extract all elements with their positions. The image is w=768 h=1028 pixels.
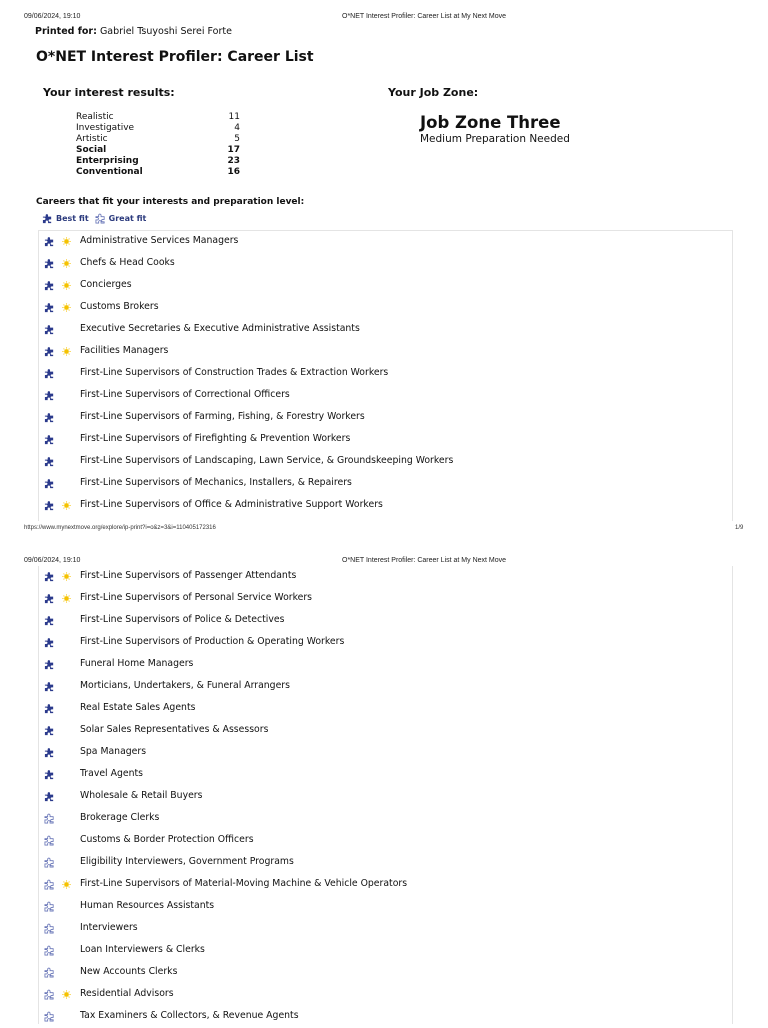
list-item[interactable] <box>39 852 732 874</box>
career-link[interactable]: First-Line Supervisors of Farming, Fishing, & Forestry Workers <box>80 411 365 422</box>
score-value: 17 <box>227 145 240 155</box>
score-value: 16 <box>227 167 240 177</box>
career-link[interactable]: Customs & Border Protection Officers <box>80 834 254 845</box>
sun-icon <box>62 347 71 356</box>
puzzle-filled-icon <box>44 659 55 670</box>
score-name: Social <box>76 145 107 155</box>
page-header-title: O*NET Interest Profiler: Career List at My Next Move <box>342 13 507 20</box>
puzzle-filled-icon <box>44 368 55 379</box>
list-item[interactable] <box>39 962 732 984</box>
page-header-datetime: 09/06/2024, 19:10 <box>24 557 81 564</box>
list-item[interactable] <box>39 676 732 698</box>
career-link[interactable]: New Accounts Clerks <box>80 966 178 977</box>
list-item[interactable] <box>39 473 732 495</box>
career-link[interactable]: Executive Secretaries & Executive Administrative Assistants <box>80 323 360 334</box>
job-zone-heading: Your Job Zone: <box>388 86 479 99</box>
career-link[interactable]: Travel Agents <box>80 768 143 779</box>
page-footer-url: https://www.mynextmove.org/explore/ip-print?i=o&z=3&i=110405172316 <box>24 525 216 531</box>
career-link[interactable]: Funeral Home Managers <box>80 658 194 669</box>
puzzle-outline-icon <box>44 989 55 1000</box>
list-item[interactable] <box>39 451 732 473</box>
career-link[interactable]: First-Line Supervisors of Landscaping, Lawn Service, & Groundskeeping Workers <box>80 455 454 466</box>
puzzle-filled-icon <box>44 280 55 291</box>
career-link[interactable]: First-Line Supervisors of Production & Operating Workers <box>80 636 345 647</box>
list-item[interactable] <box>39 363 732 385</box>
list-item[interactable] <box>39 566 732 588</box>
career-link[interactable]: Wholesale & Retail Buyers <box>80 790 203 801</box>
list-item[interactable] <box>39 808 732 830</box>
puzzle-filled-icon <box>44 456 55 467</box>
puzzle-filled-icon <box>42 213 53 224</box>
puzzle-filled-icon <box>44 478 55 489</box>
list-item[interactable] <box>39 341 732 363</box>
puzzle-outline-icon <box>44 901 55 912</box>
career-list <box>38 566 733 1024</box>
list-item[interactable] <box>39 896 732 918</box>
career-link[interactable]: Solar Sales Representatives & Assessors <box>80 724 269 735</box>
list-item[interactable] <box>39 407 732 429</box>
puzzle-outline-icon <box>44 835 55 846</box>
career-link[interactable]: Concierges <box>80 279 132 290</box>
printed-for-name: Gabriel Tsuyoshi Serei Forte <box>99 26 232 37</box>
page-header-title: O*NET Interest Profiler: Career List at My Next Move <box>342 557 507 564</box>
sun-icon <box>62 237 71 246</box>
list-item[interactable] <box>39 588 732 610</box>
list-item[interactable] <box>39 297 732 319</box>
puzzle-filled-icon <box>44 236 55 247</box>
list-item[interactable] <box>39 385 732 407</box>
page-header-datetime: 09/06/2024, 19:10 <box>24 13 81 20</box>
career-link[interactable]: Human Resources Assistants <box>80 900 215 911</box>
sun-icon <box>62 259 71 268</box>
puzzle-filled-icon <box>44 302 55 313</box>
career-link[interactable]: Brokerage Clerks <box>80 812 160 823</box>
score-row-realistic <box>76 112 246 123</box>
list-item[interactable] <box>39 654 732 676</box>
puzzle-filled-icon <box>44 791 55 802</box>
score-value: 4 <box>234 123 240 133</box>
career-link[interactable]: First-Line Supervisors of Personal Service Workers <box>80 592 313 603</box>
career-link[interactable]: First-Line Supervisors of Material-Moving Machine & Vehicle Operators <box>80 878 408 889</box>
puzzle-filled-icon <box>44 434 55 445</box>
score-row-investigative <box>76 123 246 134</box>
career-link[interactable]: First-Line Supervisors of Office & Administrative Support Workers <box>80 499 383 510</box>
score-row-enterprising <box>76 156 246 167</box>
puzzle-filled-icon <box>44 681 55 692</box>
career-link[interactable]: First-Line Supervisors of Correctional Officers <box>80 389 290 400</box>
puzzle-filled-icon <box>44 390 55 401</box>
list-item[interactable] <box>39 830 732 852</box>
sun-icon <box>62 281 71 290</box>
puzzle-filled-icon <box>44 703 55 714</box>
puzzle-outline-icon <box>95 213 106 224</box>
list-item[interactable] <box>39 319 732 341</box>
score-value: 5 <box>234 134 240 144</box>
job-zone-title: Job Zone Three <box>420 113 561 132</box>
puzzle-outline-icon <box>44 923 55 934</box>
sun-icon <box>62 303 71 312</box>
score-row-conventional <box>76 167 246 178</box>
career-link[interactable]: Spa Managers <box>80 746 147 757</box>
puzzle-filled-icon <box>44 615 55 626</box>
list-item[interactable] <box>39 940 732 962</box>
score-row-artistic <box>76 134 246 145</box>
career-link[interactable]: First-Line Supervisors of Construction Trades & Extraction Workers <box>80 367 389 378</box>
page-title: O*NET Interest Profiler: Career List <box>36 49 314 65</box>
list-item[interactable] <box>39 764 732 786</box>
list-item[interactable] <box>39 786 732 808</box>
score-name: Realistic <box>76 112 114 122</box>
list-item[interactable] <box>39 874 732 896</box>
list-item[interactable] <box>39 918 732 940</box>
career-link[interactable]: Morticians, Undertakers, & Funeral Arrangers <box>80 680 290 691</box>
score-value: 11 <box>228 112 240 122</box>
career-link[interactable]: Administrative Services Managers <box>80 235 239 246</box>
career-link[interactable]: Real Estate Sales Agents <box>80 702 196 713</box>
puzzle-filled-icon <box>44 324 55 335</box>
puzzle-outline-icon <box>44 857 55 868</box>
fit-legend <box>42 213 146 224</box>
list-item[interactable] <box>39 231 732 253</box>
score-name: Enterprising <box>76 156 139 166</box>
job-zone-subtitle: Medium Preparation Needed <box>420 133 570 145</box>
score-value: 23 <box>227 156 240 166</box>
list-item[interactable] <box>39 632 732 654</box>
sun-icon <box>62 572 71 581</box>
career-link[interactable]: First-Line Supervisors of Police & Detectives <box>80 614 285 625</box>
list-item[interactable] <box>39 720 732 742</box>
list-item[interactable] <box>39 429 732 451</box>
sun-icon <box>62 990 71 999</box>
career-link[interactable]: Facilities Managers <box>80 345 169 356</box>
interest-results-heading: Your interest results: <box>43 86 175 99</box>
sun-icon <box>62 501 71 510</box>
career-link[interactable]: First-Line Supervisors of Firefighting & Prevention Workers <box>80 433 351 444</box>
list-item[interactable] <box>39 1006 732 1028</box>
puzzle-filled-icon <box>44 500 55 511</box>
careers-heading: Careers that fit your interests and preparation level: <box>36 197 305 207</box>
score-name: Conventional <box>76 167 143 177</box>
legend-great-fit <box>95 213 147 224</box>
puzzle-outline-icon <box>44 967 55 978</box>
score-name: Investigative <box>76 123 135 133</box>
printed-for <box>35 26 232 37</box>
career-link[interactable]: First-Line Supervisors of Mechanics, Installers, & Repairers <box>80 477 352 488</box>
puzzle-outline-icon <box>44 813 55 824</box>
career-link[interactable]: Interviewers <box>80 922 138 933</box>
score-name: Artistic <box>76 134 108 144</box>
list-item[interactable] <box>39 253 732 275</box>
page-footer-number: 1/9 <box>735 525 744 531</box>
career-link[interactable]: Eligibility Interviewers, Government Programs <box>80 856 294 867</box>
sun-icon <box>62 880 71 889</box>
puzzle-outline-icon <box>44 1011 55 1022</box>
career-link[interactable]: Loan Interviewers & Clerks <box>80 944 205 955</box>
career-link[interactable]: Chefs & Head Cooks <box>80 257 175 268</box>
career-link[interactable]: Tax Examiners & Collectors, & Revenue Agents <box>80 1010 299 1021</box>
career-link[interactable]: Residential Advisors <box>80 988 174 999</box>
list-item[interactable] <box>39 984 732 1006</box>
puzzle-filled-icon <box>44 346 55 357</box>
printed-for-label: Printed for: <box>35 26 97 37</box>
list-item[interactable] <box>39 742 732 764</box>
list-item[interactable] <box>39 698 732 720</box>
career-list <box>38 230 733 521</box>
legend-great-fit-label: Great fit <box>108 214 147 223</box>
puzzle-filled-icon <box>44 637 55 648</box>
puzzle-filled-icon <box>44 412 55 423</box>
sun-icon <box>62 594 71 603</box>
career-link[interactable]: Customs Brokers <box>80 301 159 312</box>
puzzle-outline-icon <box>44 879 55 890</box>
legend-best-fit-label: Best fit <box>56 214 89 223</box>
puzzle-outline-icon <box>44 945 55 956</box>
interest-scores-table <box>76 112 246 178</box>
puzzle-filled-icon <box>44 747 55 758</box>
puzzle-filled-icon <box>44 258 55 269</box>
puzzle-filled-icon <box>44 571 55 582</box>
career-link[interactable]: First-Line Supervisors of Passenger Attendants <box>80 570 297 581</box>
list-item[interactable] <box>39 495 732 517</box>
puzzle-filled-icon <box>44 769 55 780</box>
legend-best-fit <box>42 213 89 224</box>
score-row-social <box>76 145 246 156</box>
puzzle-filled-icon <box>44 593 55 604</box>
puzzle-filled-icon <box>44 725 55 736</box>
list-item[interactable] <box>39 275 732 297</box>
list-item[interactable] <box>39 610 732 632</box>
